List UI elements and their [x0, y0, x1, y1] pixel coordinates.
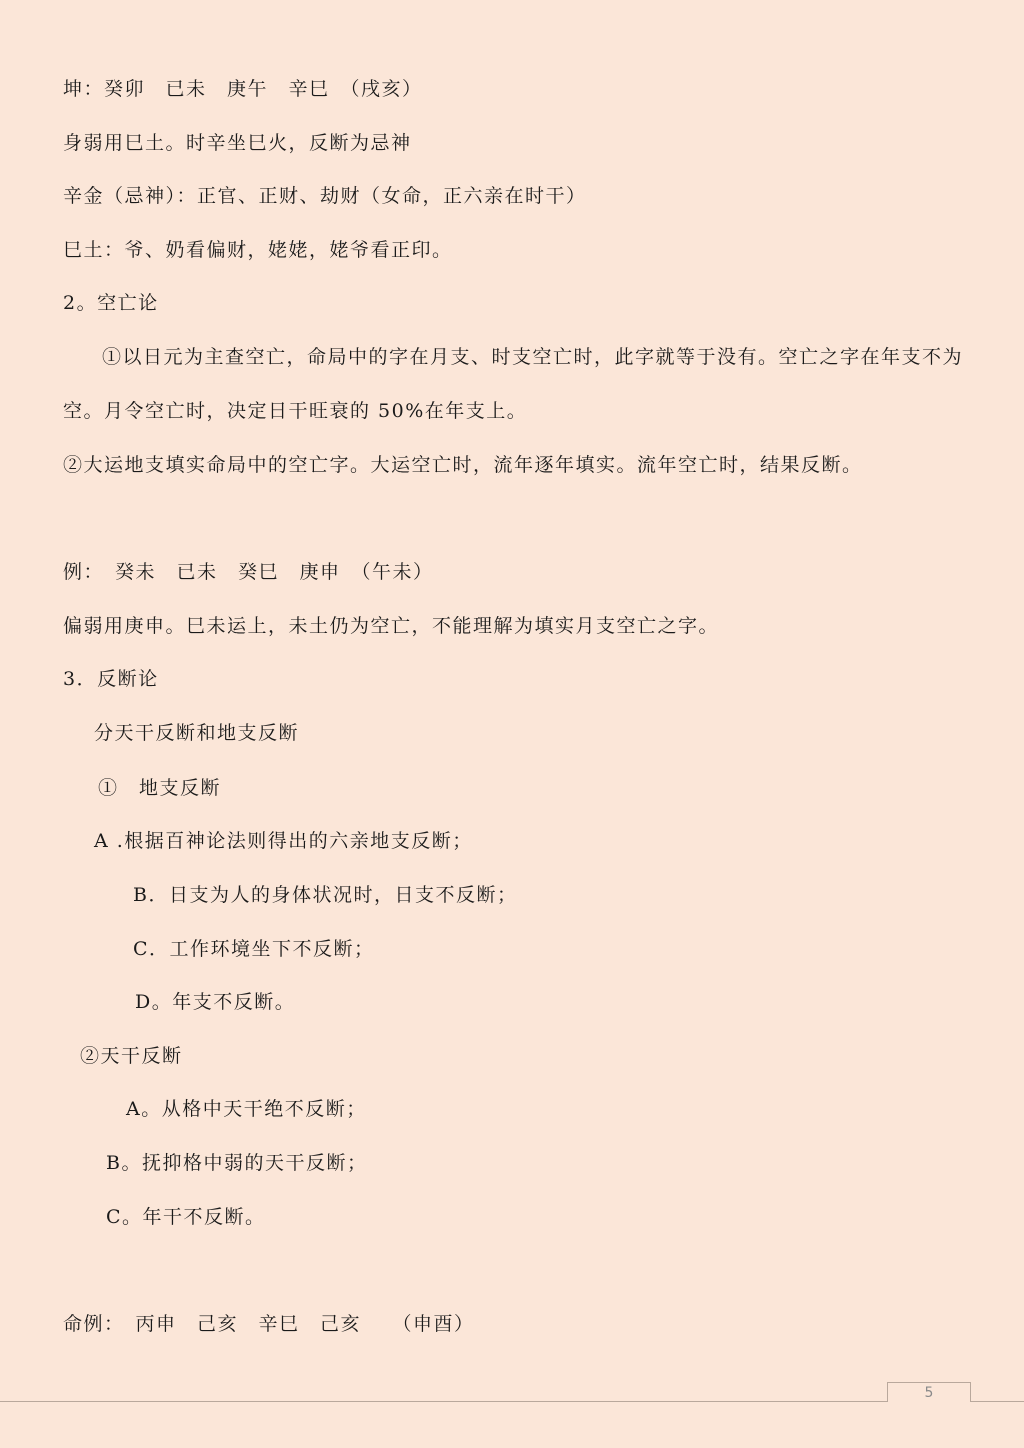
tiangan-item-b: B。抚抑格中弱的天干反断；: [106, 1152, 368, 1174]
subsection-dizhi-fanduan: ① 地支反断: [98, 777, 222, 799]
chart-kun-line: 坤：癸卯 已未 庚午 辛巳 （戌亥）: [63, 78, 423, 100]
dizhi-item-d: D。年支不反断。: [135, 991, 296, 1013]
xin-metal-note: 辛金（忌神）：正官、正财、劫财（女命，正六亲在时干）: [63, 185, 587, 207]
example-chart-line: 例： 癸未 已未 癸巳 庚申 （午未）: [63, 561, 434, 583]
tiangan-item-c: C。年干不反断。: [106, 1206, 266, 1228]
si-earth-note: 巳土：爷、奶看偏财，姥姥，姥爷看正印。: [63, 239, 453, 261]
dizhi-item-a: A .根据百神论法则得出的六亲地支反断；: [94, 830, 473, 852]
section-heading-fanduan: 3．反断论: [63, 668, 159, 690]
tiangan-item-a: A。从格中天干绝不反断；: [126, 1098, 367, 1120]
dizhi-item-b: B．日支为人的身体状况时，日支不反断；: [133, 884, 518, 906]
kongwang-rule-1-continued: 空。月令空亡时，决定日干旺衰的 50%在年支上。: [63, 400, 528, 422]
footer-rule: [0, 1401, 1024, 1402]
case-chart-line: 命例： 丙申 己亥 辛巳 己亥 （申酉）: [63, 1313, 475, 1335]
page-number: 5: [887, 1382, 971, 1402]
dizhi-item-c: C．工作环境坐下不反断；: [133, 938, 375, 960]
example-explanation: 偏弱用庚申。巳未运上，未土仍为空亡，不能理解为填实月支空亡之字。: [63, 615, 720, 637]
subsection-tiangan-fanduan: ②天干反断: [80, 1045, 183, 1067]
body-weak-note: 身弱用巳土。时辛坐巳火，反断为忌神: [63, 132, 412, 154]
kongwang-rule-2: ②大运地支填实命局中的空亡字。大运空亡时，流年逐年填实。流年空亡时，结果反断。: [63, 454, 863, 476]
section-heading-kongwang: 2。空亡论: [63, 292, 159, 314]
fanduan-intro: 分天干反断和地支反断: [94, 722, 300, 744]
kongwang-rule-1: ①以日元为主查空亡，命局中的字在月支、时支空亡时，此字就等于没有。空亡之字在年支不为: [102, 346, 964, 368]
